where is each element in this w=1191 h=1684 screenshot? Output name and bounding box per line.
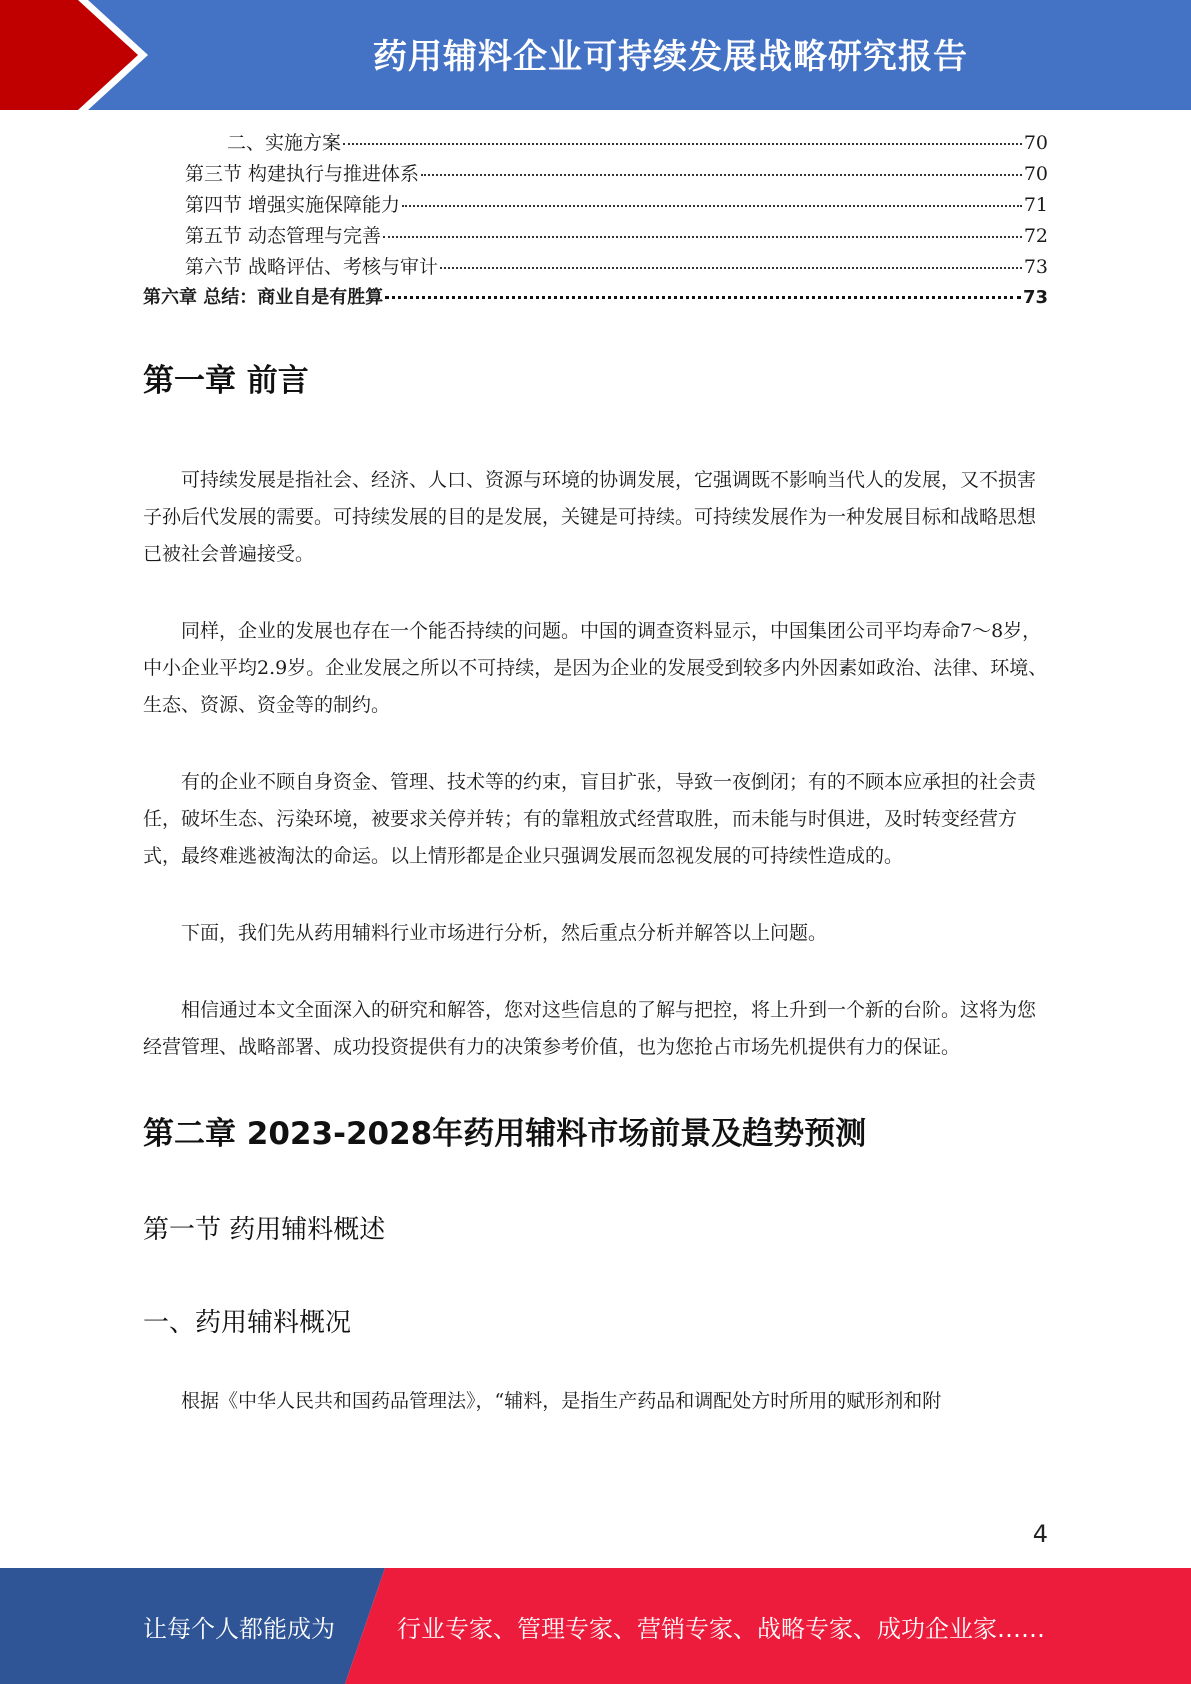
footer-slogan-right: 行业专家、管理专家、营销专家、战略专家、成功企业家…… [397,1614,1045,1643]
document-body [143,355,1048,1420]
toc-entry-title: 第四节 增强实施保障能力 [185,194,401,216]
toc-entry[interactable] [143,221,1048,252]
footer-slogan-left: 让每个人都能成为 [143,1614,335,1643]
table-of-contents [143,128,1048,314]
page-footer [0,1568,1191,1684]
subsection-heading: 一、药用辅料概况 [143,1308,352,1338]
paragraph: 下面，我们先从药用辅料行业市场进行分析，然后重点分析并解答以上问题。 [181,922,828,944]
toc-entry[interactable] [143,159,1048,190]
toc-entry-title: 第六章 总结：商业自是有胜算 [143,287,384,308]
header-arrow-decoration [0,0,160,110]
toc-entry-page: 72 [1023,225,1048,247]
toc-leader-dots [440,267,1022,269]
toc-leader-dots [343,143,1022,145]
toc-entry-title: 第六节 战略评估、考核与审计 [185,256,439,278]
page-number: 4 [1032,1520,1048,1548]
toc-entry-page: 70 [1023,163,1048,185]
toc-entry-chapter[interactable] [143,283,1048,314]
toc-entry-title: 二、实施方案 [227,132,342,154]
toc-entry-page: 71 [1023,194,1048,216]
toc-entry[interactable] [143,252,1048,283]
toc-entry-title: 第三节 构建执行与推进体系 [185,163,420,185]
toc-entry-page: 73 [1022,287,1048,308]
chapter-2-heading: 第二章 2023-2028年药用辅料市场前景及趋势预测 [143,1116,867,1152]
toc-leader-dots [421,174,1022,176]
toc-entry-title: 第五节 动态管理与完善 [185,225,382,247]
section-heading: 第一节 药用辅料概述 [143,1215,386,1245]
paragraph: 有的企业不顾自身资金、管理、技术等的约束，盲目扩张，导致一夜倒闭；有的不顾本应承担的社会责任，破坏生态、污染环境，被要求关停并转；有的靠粗放式经营取胜，而未能与时俱进，及时转变经营方式，最终难逃被淘汰的命运。以上情形都是企业只强调发展而忽视发展的可持续性造成的。 [143,771,1037,867]
toc-entry-page: 70 [1023,132,1048,154]
header-title: 药用辅料企业可持续发展战略研究报告 [373,36,968,77]
chapter-1-heading: 第一章 前言 [143,363,309,399]
paragraph: 根据《中华人民共和国药品管理法》，“辅料，是指生产药品和调配处方时所用的赋形剂和附 [181,1390,942,1412]
toc-leader-dots [383,236,1022,238]
toc-leader-dots [385,296,1021,299]
page-header [0,0,1191,110]
toc-leader-dots [402,205,1022,207]
paragraph: 同样，企业的发展也存在一个能否持续的问题。中国的调查资料显示，中国集团公司平均寿命7～8岁，中小企业平均2.9岁。企业发展之所以不可持续，是因为企业的发展受到较多内外因素如政治、法律、环境、生态、资源、资金等的制约。 [143,620,1048,716]
paragraph: 可持续发展是指社会、经济、人口、资源与环境的协调发展，它强调既不影响当代人的发展，又不损害子孙后代发展的需要。可持续发展的目的是发展，关键是可持续。可持续发展作为一种发展目标和战略思想已被社会普遍接受。 [143,469,1037,565]
toc-entry[interactable] [143,128,1048,159]
toc-entry[interactable] [143,190,1048,221]
toc-entry-page: 73 [1023,256,1048,278]
paragraph: 相信通过本文全面深入的研究和解答，您对这些信息的了解与把控，将上升到一个新的台阶。这将为您经营管理、战略部署、成功投资提供有力的决策参考价值，也为您抢占市场先机提供有力的保证。 [143,999,1037,1058]
